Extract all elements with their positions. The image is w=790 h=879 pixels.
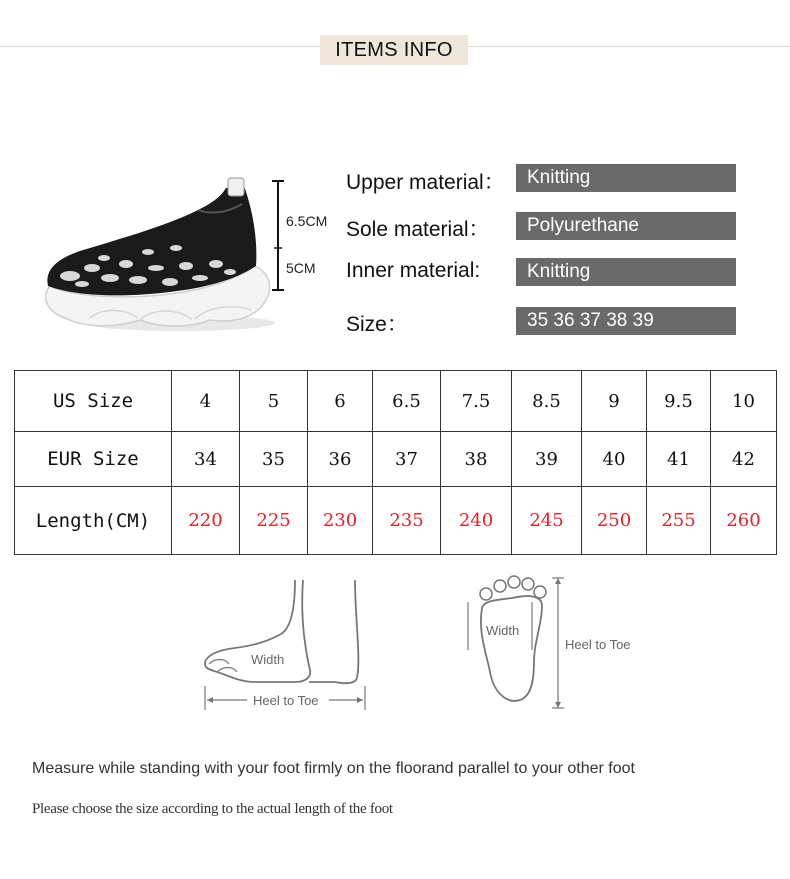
table-cell: 35	[240, 432, 308, 487]
table-cell: 260	[711, 487, 777, 555]
table-cell: 235	[373, 487, 441, 555]
size-instruction: Please choose the size according to the actual length of the foot	[32, 801, 393, 817]
table-cell: 9.5	[647, 371, 711, 432]
table-cell: 40	[582, 432, 647, 487]
shoe-image	[30, 168, 275, 338]
table-cell: 38	[441, 432, 512, 487]
section-title: ITEMS INFO	[320, 35, 468, 65]
sole-width-label: Width	[486, 623, 520, 638]
measure-instruction: Measure while standing with your foot firmly on the floorand parallel to your other foot	[32, 760, 635, 777]
row-header-length: Length(CM)	[15, 487, 172, 555]
spec-value-sole: Polyurethane	[516, 212, 736, 240]
row-header-eur: EUR Size	[15, 432, 172, 487]
table-cell: 10	[711, 371, 777, 432]
size-table	[14, 370, 777, 555]
table-cell: 6.5	[373, 371, 441, 432]
foot-sole-diagram	[462, 572, 652, 712]
table-row-length	[15, 487, 777, 555]
table-cell: 39	[512, 432, 582, 487]
table-row-us	[15, 371, 777, 432]
height-label-top: 6.5CM	[286, 213, 328, 229]
spec-label-upper: Upper material：	[346, 171, 505, 194]
table-cell: 245	[512, 487, 582, 555]
table-cell: 42	[711, 432, 777, 487]
table-cell: 41	[647, 432, 711, 487]
table-cell: 240	[441, 487, 512, 555]
table-cell: 230	[308, 487, 373, 555]
side-length-label: Heel to Toe	[253, 693, 319, 708]
header-line-left	[0, 46, 320, 47]
side-width-label: Width	[251, 652, 285, 667]
spec-value-inner: Knitting	[516, 258, 736, 286]
table-cell: 255	[647, 487, 711, 555]
table-cell: 36	[308, 432, 373, 487]
table-cell: 225	[240, 487, 308, 555]
table-cell: 6	[308, 371, 373, 432]
spec-label-sole: Sole material：	[346, 218, 490, 241]
sole-length-label: Heel to Toe	[565, 637, 631, 652]
table-cell: 5	[240, 371, 308, 432]
dimension-marker	[268, 178, 288, 296]
spec-label-size: Size：	[346, 313, 408, 336]
table-row-eur	[15, 432, 777, 487]
table-cell: 8.5	[512, 371, 582, 432]
table-cell: 37	[373, 432, 441, 487]
table-cell: 7.5	[441, 371, 512, 432]
table-cell: 4	[172, 371, 240, 432]
row-header-us: US Size	[15, 371, 172, 432]
table-cell: 220	[172, 487, 240, 555]
table-cell: 250	[582, 487, 647, 555]
spec-value-upper: Knitting	[516, 164, 736, 192]
spec-label-inner: Inner material:	[346, 259, 481, 282]
foot-side-diagram	[195, 578, 385, 718]
height-label-bottom: 5CM	[286, 260, 316, 276]
table-cell: 34	[172, 432, 240, 487]
table-cell: 9	[582, 371, 647, 432]
header-line-right	[468, 46, 790, 47]
spec-value-size: 35 36 37 38 39	[516, 307, 736, 335]
